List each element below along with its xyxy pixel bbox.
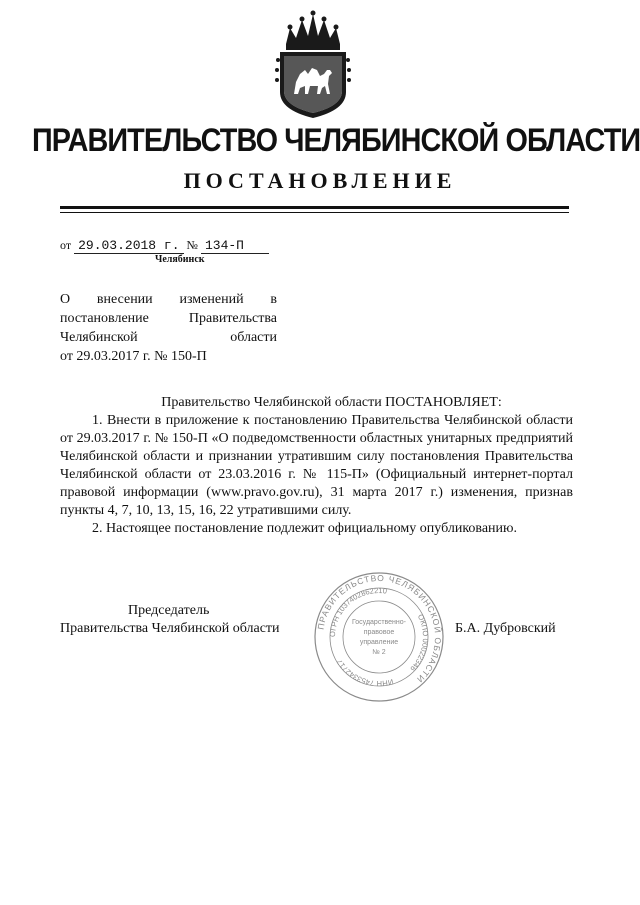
stamp-center-line: Государственно- bbox=[351, 619, 407, 626]
city-name: Челябинск bbox=[155, 254, 205, 265]
number-label: № bbox=[186, 238, 198, 252]
date-number-line bbox=[60, 238, 269, 254]
subject-line: Челябинской области bbox=[60, 330, 277, 345]
subject-line: постановление Правительства bbox=[60, 311, 277, 326]
coat-of-arms-emblem bbox=[272, 10, 354, 120]
stamp-okpo: ОКПО 00022346 bbox=[408, 612, 431, 674]
svg-text:ИНН 7453342717 bbox=[335, 658, 394, 688]
subject-line: О внесении изменений в bbox=[60, 292, 277, 307]
organization-title: ПРАВИТЕЛЬСТВО ЧЕЛЯБИНСКОЙ ОБЛАСТИ bbox=[32, 122, 640, 158]
stamp-center-line: управление bbox=[359, 639, 399, 646]
document-type-title: ПОСТАНОВЛЕНИЕ bbox=[183, 168, 457, 193]
body-intro: Правительство Челябинской области ПОСТАНОВЛЯЕТ: bbox=[161, 395, 502, 410]
stamp-outer-text: ПРАВИТЕЛЬСТВО ЧЕЛЯБИНСКОЙ ОБЛАСТИ bbox=[315, 572, 444, 686]
signatory-position bbox=[60, 602, 280, 638]
body-paragraph-1: 1. Внести в приложение к постановлению Правительства Челябинской области от 29.03.2017 г. № 150-П «О подведомственности областных унитарных предприятий Челябинской области и признании утратившим силу постановления Правительства Челябинской области от 23.03.2016 г. № 115-П» (Официальный интернет-портал правовой информации (www.pravo.gov.ru), 31 марта 2017 г.) изменения, признав пункты 4, 7, 10, 13, 15, 16, 22 утратившими силу. bbox=[60, 413, 573, 518]
document-number: 134-П bbox=[201, 238, 269, 254]
stamp-ogrn: ОГРН 1037402862210 bbox=[327, 585, 388, 638]
signatory-position-line-1: Председатель bbox=[128, 603, 210, 618]
date-from-label: от bbox=[60, 238, 72, 252]
document-body bbox=[60, 394, 573, 538]
stamp-inn: ИНН 7453342717 bbox=[334, 657, 395, 689]
subject-line: от 29.03.2017 г. № 150-П bbox=[60, 349, 207, 364]
body-paragraph-2: 2. Настоящее постановление подлежит официальному опубликованию. bbox=[92, 521, 517, 536]
signatory-name: Б.А. Дубровский bbox=[455, 621, 556, 636]
document-subject bbox=[60, 290, 277, 366]
header-divider-thin bbox=[60, 212, 569, 213]
stamp-center-line: правовое bbox=[363, 629, 395, 636]
signatory-position-line-2: Правительства Челябинской области bbox=[60, 621, 280, 636]
header-divider-thick bbox=[60, 206, 569, 209]
document-date: 29.03.2018 г. bbox=[74, 238, 183, 254]
stamp-center-line: № 2 bbox=[372, 649, 386, 656]
official-stamp-seal bbox=[312, 570, 446, 704]
